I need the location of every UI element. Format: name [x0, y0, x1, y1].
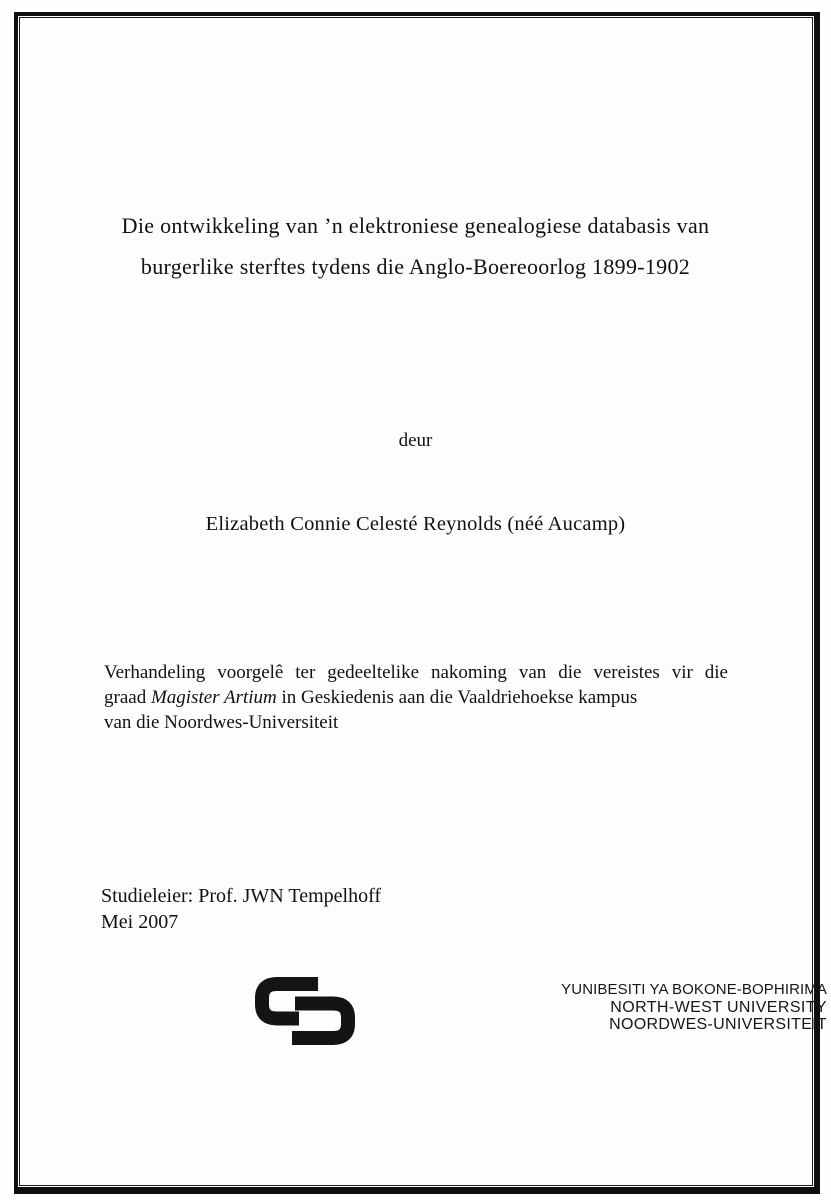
- thesis-title-line-2: burgerlike sterftes tydens die Anglo-Boereoorlog 1899-1902: [140, 254, 691, 279]
- byline-deur: deur: [398, 430, 433, 451]
- degree-statement-line-2: [104, 685, 728, 710]
- degree-statement-line-2-suffix: in Geskiedenis aan die Vaaldriehoekse kampus: [276, 687, 638, 708]
- author-name: Elizabeth Connie Celesté Reynolds (néé Aucamp): [205, 513, 626, 535]
- degree-statement-line-2-prefix: graad: [104, 687, 151, 708]
- degree-statement-line-1: Verhandeling voorgelê ter gedeeltelike nakoming van die vereistes vir die: [104, 662, 728, 683]
- date-line: Mei 2007: [101, 911, 179, 933]
- wordmark-setswana: YUNIBESITI YA BOKONE-BOPHIRIMA: [561, 981, 827, 998]
- thesis-title-line-1: Die ontwikkeling van ’n elektroniese genealogiese databasis van: [121, 213, 710, 238]
- wordmark-english: NORTH-WEST UNIVERSITY: [610, 998, 827, 1016]
- university-wordmark: [322, 981, 827, 1034]
- thesis-title: [40, 205, 791, 287]
- supervisor-line: Studieleier: Prof. JWN Tempelhoff: [101, 885, 382, 907]
- university-logo: [255, 977, 827, 1052]
- degree-statement: [104, 660, 728, 735]
- wordmark-afrikaans: NOORDWES-UNIVERSITEIT: [609, 1016, 827, 1033]
- supervisor-block: [101, 883, 381, 935]
- degree-statement-line-3: van die Noordwes-Universiteit: [104, 712, 339, 733]
- degree-name-italic: Magister Artium: [150, 687, 277, 708]
